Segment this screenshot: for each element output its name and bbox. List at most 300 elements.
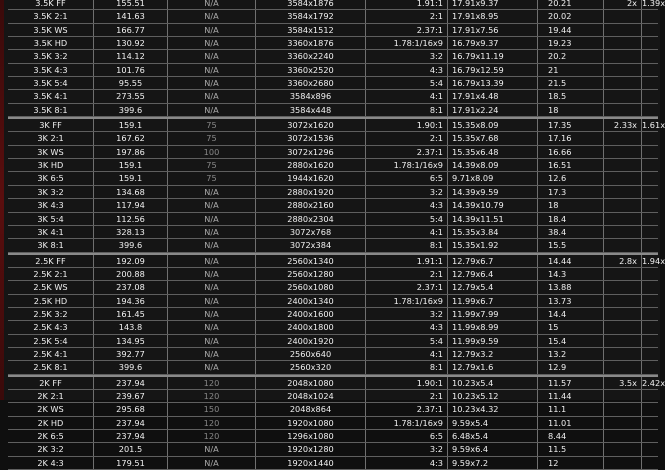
cell-aspect: 1.91:1	[366, 255, 448, 267]
cell-size: 9.59x5.4	[448, 417, 538, 429]
cell-fps: N/A	[168, 77, 256, 89]
cell-crop_factor	[604, 295, 642, 307]
cell-data_rate: 166.77	[94, 24, 168, 36]
cell-crop_factor	[604, 226, 642, 238]
cell-crop_factor	[604, 281, 642, 293]
table-row	[8, 226, 658, 239]
cell-data_rate: 197.86	[94, 146, 168, 158]
cell-fps: N/A	[168, 64, 256, 76]
cell-format: 2.5K 8:1	[8, 361, 94, 373]
cell-crop: 14.4	[538, 308, 604, 320]
cell-resolution: 3072x1620	[256, 119, 366, 131]
cell-format: 2.5K 3:2	[8, 308, 94, 320]
cell-size: 12.79x6.4	[448, 268, 538, 280]
cell-size: 14.39x9.59	[448, 186, 538, 198]
cell-data_rate: 237.08	[94, 281, 168, 293]
cell-crop_factor2	[642, 239, 658, 251]
cell-data_rate: 134.68	[94, 186, 168, 198]
cell-aspect: 2.37:1	[366, 146, 448, 158]
cell-fps: N/A	[168, 50, 256, 62]
cell-fps: N/A	[168, 186, 256, 198]
cell-aspect: 1.78:1/16x9	[366, 417, 448, 429]
cell-size: 16.79x12.59	[448, 64, 538, 76]
cell-data_rate: 194.36	[94, 295, 168, 307]
table-row	[8, 64, 658, 77]
cell-crop_factor: 2.33x	[604, 119, 642, 131]
cell-size: 12.79x5.4	[448, 281, 538, 293]
cell-crop: 8.44	[538, 430, 604, 442]
cell-format: 3.5K FF	[8, 0, 94, 9]
cell-crop: 11.01	[538, 417, 604, 429]
cell-aspect: 6:5	[366, 430, 448, 442]
cell-crop_factor2	[642, 390, 658, 402]
cell-resolution: 1920x1440	[256, 457, 366, 469]
cell-resolution: 3360x1876	[256, 37, 366, 49]
table-row	[8, 37, 658, 50]
cell-resolution: 2048x1080	[256, 377, 366, 389]
cell-format: 3K 4:1	[8, 226, 94, 238]
cell-crop_factor2	[642, 77, 658, 89]
cell-data_rate: 161.45	[94, 308, 168, 320]
cell-crop: 18	[538, 104, 604, 116]
cell-aspect: 5:4	[366, 77, 448, 89]
table-row	[8, 430, 658, 443]
cell-format: 2.5K 5:4	[8, 335, 94, 347]
cell-crop_factor	[604, 77, 642, 89]
cell-size: 11.99x6.7	[448, 295, 538, 307]
cell-crop: 18.5	[538, 90, 604, 102]
cell-aspect: 1.78:1/16x9	[366, 295, 448, 307]
cell-format: 3K 4:3	[8, 199, 94, 211]
cell-size: 15.35x3.84	[448, 226, 538, 238]
cell-crop_factor	[604, 90, 642, 102]
cell-fps: 75	[168, 119, 256, 131]
cell-resolution: 2880x2304	[256, 213, 366, 225]
cell-crop_factor2	[642, 10, 658, 22]
cell-size: 10.23x5.12	[448, 390, 538, 402]
cell-resolution: 1920x1080	[256, 417, 366, 429]
cell-data_rate: 237.94	[94, 430, 168, 442]
table-row	[8, 159, 658, 172]
table-row	[8, 348, 658, 361]
cell-fps: N/A	[168, 321, 256, 333]
cell-crop_factor2	[642, 172, 658, 184]
cell-crop_factor2: 1.61x	[642, 120, 665, 131]
cell-crop_factor2	[642, 335, 658, 347]
cell-fps: N/A	[168, 10, 256, 22]
cell-resolution: 2048x864	[256, 403, 366, 415]
cell-aspect: 8:1	[366, 104, 448, 116]
cell-crop: 12	[538, 457, 604, 469]
table-row	[8, 321, 658, 334]
cell-crop_factor	[604, 457, 642, 469]
cell-format: 2.5K 2:1	[8, 268, 94, 280]
cell-crop: 13.73	[538, 295, 604, 307]
cell-resolution: 2560x1340	[256, 255, 366, 267]
cell-data_rate: 399.6	[94, 361, 168, 373]
cell-size: 12.79x1.6	[448, 361, 538, 373]
table-row	[8, 199, 658, 212]
cell-resolution: 2560x1080	[256, 281, 366, 293]
cell-crop_factor2	[642, 37, 658, 49]
cell-crop_factor2	[642, 90, 658, 102]
cell-crop: 18	[538, 199, 604, 211]
cell-crop_factor2	[642, 146, 658, 158]
cell-size: 16.79x11.19	[448, 50, 538, 62]
cell-format: 2K 3:2	[8, 443, 94, 455]
cell-fps: 150	[168, 403, 256, 415]
cell-crop: 19.23	[538, 37, 604, 49]
cell-format: 2K 6:5	[8, 430, 94, 442]
cell-resolution: 2880x2160	[256, 199, 366, 211]
cell-data_rate: 200.88	[94, 268, 168, 280]
cell-aspect: 2.37:1	[366, 281, 448, 293]
cell-crop_factor	[604, 199, 642, 211]
cell-crop_factor2	[642, 308, 658, 320]
cell-crop: 15.4	[538, 335, 604, 347]
cell-fps: N/A	[168, 361, 256, 373]
cell-crop: 19.44	[538, 24, 604, 36]
cell-resolution: 3584x896	[256, 90, 366, 102]
cell-fps: 120	[168, 430, 256, 442]
table-row	[8, 213, 658, 226]
cell-crop_factor2	[642, 132, 658, 144]
cell-aspect: 3:2	[366, 308, 448, 320]
cell-aspect: 4:3	[366, 321, 448, 333]
cell-aspect: 5:4	[366, 335, 448, 347]
cell-data_rate: 399.6	[94, 104, 168, 116]
cell-fps: 120	[168, 390, 256, 402]
cell-resolution: 3360x2520	[256, 64, 366, 76]
table-row	[8, 117, 665, 132]
cell-data_rate: 159.1	[94, 172, 168, 184]
cell-data_rate: 130.92	[94, 37, 168, 49]
table-row	[8, 390, 658, 403]
cell-data_rate: 328.13	[94, 226, 168, 238]
cell-format: 3.5K 3:2	[8, 50, 94, 62]
cell-size: 11.99x9.59	[448, 335, 538, 347]
cell-format: 3K 6:5	[8, 172, 94, 184]
cell-aspect: 4:1	[366, 90, 448, 102]
cell-data_rate: 399.6	[94, 239, 168, 251]
table-row	[8, 239, 658, 252]
cell-aspect: 2.37:1	[366, 24, 448, 36]
cell-format: 3K 5:4	[8, 213, 94, 225]
cell-resolution: 2400x1920	[256, 335, 366, 347]
cell-size: 11.99x7.99	[448, 308, 538, 320]
cell-crop_factor	[604, 348, 642, 360]
cell-aspect: 1.91:1	[366, 0, 448, 9]
table-row	[8, 172, 658, 185]
cell-fps: 120	[168, 417, 256, 429]
cell-crop_factor2	[642, 443, 658, 455]
cell-data_rate: 112.56	[94, 213, 168, 225]
cell-crop_factor2	[642, 199, 658, 211]
cell-crop_factor	[604, 268, 642, 280]
cell-fps: N/A	[168, 239, 256, 251]
cell-data_rate: 155.51	[94, 0, 168, 9]
cell-format: 3.5K 5:4	[8, 77, 94, 89]
cell-aspect: 1.78:1/16x9	[366, 159, 448, 171]
cell-fps: 75	[168, 172, 256, 184]
cell-crop_factor	[604, 24, 642, 36]
table-row	[8, 253, 665, 268]
cell-crop_factor	[604, 50, 642, 62]
cell-aspect: 8:1	[366, 361, 448, 373]
cell-data_rate: 295.68	[94, 403, 168, 415]
cell-crop_factor2	[642, 268, 658, 280]
cell-resolution: 3072x1536	[256, 132, 366, 144]
cell-resolution: 1944x1620	[256, 172, 366, 184]
cell-aspect: 1.90:1	[366, 119, 448, 131]
cell-size: 9.59x6.4	[448, 443, 538, 455]
cell-fps: N/A	[168, 37, 256, 49]
cell-resolution: 3584x1876	[256, 0, 366, 9]
cell-aspect: 3:2	[366, 50, 448, 62]
cell-fps: N/A	[168, 295, 256, 307]
cell-resolution: 3584x1512	[256, 24, 366, 36]
cell-crop: 17.3	[538, 186, 604, 198]
cell-crop_factor2	[642, 430, 658, 442]
table-row	[8, 104, 658, 117]
cell-format: 3.5K 4:1	[8, 90, 94, 102]
cell-size: 14.39x10.79	[448, 199, 538, 211]
cell-fps: N/A	[168, 213, 256, 225]
cell-size: 17.91x9.37	[448, 0, 538, 9]
cell-resolution: 3360x2240	[256, 50, 366, 62]
cell-format: 3K HD	[8, 159, 94, 171]
cell-aspect: 4:1	[366, 226, 448, 238]
cell-fps: N/A	[168, 348, 256, 360]
cell-crop: 20.21	[538, 0, 604, 9]
cell-crop_factor2	[642, 50, 658, 62]
cell-resolution: 2400x1800	[256, 321, 366, 333]
cell-fps: N/A	[168, 226, 256, 238]
cell-crop_factor: 2.8x	[604, 255, 642, 267]
cell-size: 10.23x4.32	[448, 403, 538, 415]
cell-crop_factor2	[642, 457, 658, 469]
cell-format: 2.5K 4:1	[8, 348, 94, 360]
cell-crop_factor	[604, 213, 642, 225]
cell-resolution: 2880x1920	[256, 186, 366, 198]
cell-crop_factor: 2x	[604, 0, 642, 9]
cell-format: 2.5K HD	[8, 295, 94, 307]
cell-aspect: 1.78:1/16x9	[366, 37, 448, 49]
table-row	[8, 403, 658, 416]
cell-size: 16.79x13.39	[448, 77, 538, 89]
cell-fps: N/A	[168, 443, 256, 455]
cell-crop_factor2	[642, 281, 658, 293]
cell-crop_factor2: 2.42x	[642, 377, 665, 388]
cell-crop_factor	[604, 146, 642, 158]
cell-aspect: 8:1	[366, 239, 448, 251]
cell-fps: 75	[168, 132, 256, 144]
cell-fps: N/A	[168, 24, 256, 36]
cell-crop_factor	[604, 239, 642, 251]
cell-fps: N/A	[168, 335, 256, 347]
cell-crop: 17.35	[538, 119, 604, 131]
table-row	[8, 295, 658, 308]
cell-resolution: 2400x1600	[256, 308, 366, 320]
cell-resolution: 3072x768	[256, 226, 366, 238]
cell-data_rate: 159.1	[94, 159, 168, 171]
cell-data_rate: 101.76	[94, 64, 168, 76]
cell-crop_factor	[604, 321, 642, 333]
cell-crop: 16.66	[538, 146, 604, 158]
cell-size: 14.39x11.51	[448, 213, 538, 225]
cell-format: 2K HD	[8, 417, 94, 429]
cell-data_rate: 273.55	[94, 90, 168, 102]
cell-format: 3K 8:1	[8, 239, 94, 251]
cell-fps: N/A	[168, 255, 256, 267]
cell-crop_factor2: 1.94x	[642, 255, 665, 266]
cell-crop: 15.5	[538, 239, 604, 251]
cell-data_rate: 141.63	[94, 10, 168, 22]
cell-crop_factor	[604, 37, 642, 49]
cell-crop_factor	[604, 104, 642, 116]
cell-size: 9.59x7.2	[448, 457, 538, 469]
cell-aspect: 3:2	[366, 443, 448, 455]
cell-crop_factor2	[642, 104, 658, 116]
table-row	[8, 457, 658, 470]
cell-crop_factor	[604, 443, 642, 455]
cell-aspect: 2:1	[366, 268, 448, 280]
cell-crop: 11.57	[538, 377, 604, 389]
table-row	[8, 443, 658, 456]
cell-format: 2K 2:1	[8, 390, 94, 402]
cell-size: 12.79x3.2	[448, 348, 538, 360]
cell-crop_factor	[604, 172, 642, 184]
table-row	[8, 417, 658, 430]
cell-crop: 14.3	[538, 268, 604, 280]
cell-resolution: 1920x1280	[256, 443, 366, 455]
cell-data_rate: 95.55	[94, 77, 168, 89]
cell-data_rate: 237.94	[94, 417, 168, 429]
cell-crop: 20.02	[538, 10, 604, 22]
cell-data_rate: 134.95	[94, 335, 168, 347]
cell-crop: 14.44	[538, 255, 604, 267]
cell-crop_factor: 3.5x	[604, 377, 642, 389]
cell-resolution: 2560x640	[256, 348, 366, 360]
table-row	[8, 186, 658, 199]
cell-aspect: 4:3	[366, 199, 448, 211]
cell-crop_factor2	[642, 186, 658, 198]
cell-crop_factor	[604, 132, 642, 144]
cell-aspect: 1.90:1	[366, 377, 448, 389]
cell-size: 17.91x7.56	[448, 24, 538, 36]
table-row	[8, 146, 658, 159]
cell-aspect: 2.37:1	[366, 403, 448, 415]
cell-crop_factor	[604, 361, 642, 373]
cell-aspect: 4:3	[366, 64, 448, 76]
cell-fps: N/A	[168, 281, 256, 293]
cell-resolution: 3360x2680	[256, 77, 366, 89]
cell-data_rate: 192.09	[94, 255, 168, 267]
cell-data_rate: 159.1	[94, 119, 168, 131]
cell-data_rate: 143.8	[94, 321, 168, 333]
cell-fps: 100	[168, 146, 256, 158]
cell-resolution: 1296x1080	[256, 430, 366, 442]
cell-crop_factor	[604, 430, 642, 442]
cell-crop: 21.5	[538, 77, 604, 89]
cell-data_rate: 201.5	[94, 443, 168, 455]
table-row	[8, 361, 658, 374]
cell-resolution: 2560x1280	[256, 268, 366, 280]
cell-data_rate: 167.62	[94, 132, 168, 144]
cell-crop_factor2	[642, 403, 658, 415]
cell-resolution: 3072x1296	[256, 146, 366, 158]
cell-crop: 12.6	[538, 172, 604, 184]
cell-size: 17.91x2.24	[448, 104, 538, 116]
cell-format: 2K WS	[8, 403, 94, 415]
cell-crop: 13.2	[538, 348, 604, 360]
cell-fps: 75	[168, 159, 256, 171]
cell-size: 17.91x8.95	[448, 10, 538, 22]
table-row	[8, 24, 658, 37]
cell-crop: 13.88	[538, 281, 604, 293]
cell-fps: N/A	[168, 268, 256, 280]
cell-crop_factor	[604, 335, 642, 347]
cell-crop_factor	[604, 417, 642, 429]
cell-crop: 12.9	[538, 361, 604, 373]
table-row	[8, 268, 658, 281]
cell-aspect: 2:1	[366, 10, 448, 22]
cell-data_rate: 239.67	[94, 390, 168, 402]
cell-crop_factor2	[642, 348, 658, 360]
cell-fps: 120	[168, 377, 256, 389]
cell-crop_factor	[604, 10, 642, 22]
cell-size: 10.23x5.4	[448, 377, 538, 389]
cell-format: 3K WS	[8, 146, 94, 158]
cell-format: 2K FF	[8, 377, 94, 389]
cell-crop: 11.44	[538, 390, 604, 402]
cell-data_rate: 179.51	[94, 457, 168, 469]
cell-crop_factor2	[642, 213, 658, 225]
table-row	[8, 308, 658, 321]
cell-crop: 38.4	[538, 226, 604, 238]
table-row	[8, 335, 658, 348]
cell-size: 15.35x6.48	[448, 146, 538, 158]
cell-fps: N/A	[168, 0, 256, 9]
cell-crop_factor2	[642, 226, 658, 238]
cell-fps: N/A	[168, 308, 256, 320]
cell-crop_factor	[604, 64, 642, 76]
cell-resolution: 2560x320	[256, 361, 366, 373]
cell-aspect: 6:5	[366, 172, 448, 184]
cell-format: 3K FF	[8, 119, 94, 131]
cell-format: 2.5K FF	[8, 255, 94, 267]
left-edge	[0, 0, 4, 400]
cell-crop_factor	[604, 186, 642, 198]
cell-resolution: 2048x1024	[256, 390, 366, 402]
cell-fps: N/A	[168, 90, 256, 102]
cell-resolution: 3584x1792	[256, 10, 366, 22]
cell-size: 15.35x8.09	[448, 119, 538, 131]
cell-crop_factor2: 1.39x	[642, 0, 665, 8]
cell-crop: 16.51	[538, 159, 604, 171]
cell-crop_factor2	[642, 159, 658, 171]
cell-format: 2.5K 4:3	[8, 321, 94, 333]
table-row	[8, 281, 658, 294]
cell-crop: 17.16	[538, 132, 604, 144]
cell-size: 16.79x9.37	[448, 37, 538, 49]
cell-data_rate: 114.12	[94, 50, 168, 62]
cell-format: 3.5K 2:1	[8, 10, 94, 22]
cell-crop: 21	[538, 64, 604, 76]
cell-resolution: 2880x1620	[256, 159, 366, 171]
cell-crop: 11.1	[538, 403, 604, 415]
cell-crop: 15	[538, 321, 604, 333]
